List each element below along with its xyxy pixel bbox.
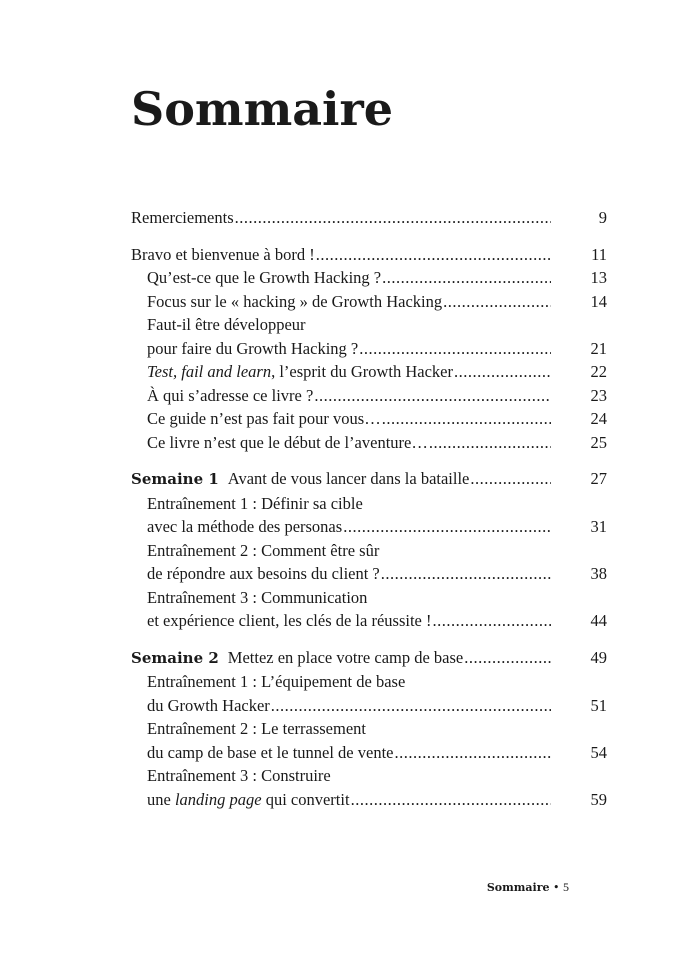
toc-entry-title bbox=[147, 313, 306, 337]
toc-page-number: 14 bbox=[590, 291, 607, 311]
toc-entry-text: pour faire du Growth Hacking ? bbox=[147, 338, 359, 358]
toc-leader-dots bbox=[316, 243, 551, 267]
toc-entry-text: Entraînement 1 : Définir sa cible bbox=[147, 493, 363, 513]
toc-week-label: Semaine 1 bbox=[131, 470, 219, 488]
toc-entry-title bbox=[147, 266, 381, 290]
toc-entry-line bbox=[147, 337, 607, 361]
toc-entry[interactable] bbox=[131, 431, 607, 455]
toc-entry-title bbox=[147, 741, 394, 765]
toc-entry-text: Entraînement 3 : Communication bbox=[147, 587, 368, 607]
toc-entry-text: Test, fail and learn bbox=[147, 362, 272, 381]
toc-entry[interactable] bbox=[131, 646, 607, 671]
page-footer bbox=[487, 880, 569, 895]
toc-leader-dots bbox=[314, 384, 551, 408]
toc-entry-line bbox=[147, 266, 607, 290]
toc-leader-dots bbox=[443, 290, 551, 314]
toc-entry-line bbox=[147, 539, 607, 563]
toc-entry-text: qui convertit bbox=[261, 789, 350, 809]
toc-entry-text: de répondre aux besoins du client ? bbox=[147, 564, 380, 583]
toc-entry-title bbox=[147, 562, 380, 586]
toc-entry-line bbox=[147, 290, 607, 314]
toc-entry-title bbox=[147, 670, 405, 694]
toc-entry-text: Qu’est-ce que le Growth Hacking ? bbox=[147, 268, 382, 287]
toc-leader-dots bbox=[343, 515, 551, 539]
toc-entry-line bbox=[131, 467, 607, 492]
toc-leader-dots bbox=[351, 788, 551, 812]
toc-page-number: 21 bbox=[590, 338, 607, 358]
toc-entry-line bbox=[131, 243, 607, 267]
toc-page-number: 13 bbox=[590, 268, 607, 287]
toc-entry[interactable] bbox=[131, 492, 607, 539]
toc-entry-title bbox=[147, 609, 432, 633]
toc-leader-dots bbox=[381, 562, 551, 586]
toc-leader-dots bbox=[470, 467, 551, 491]
toc-entry[interactable] bbox=[131, 539, 607, 586]
toc-page-number: 9 bbox=[598, 208, 607, 227]
table-of-contents bbox=[131, 206, 607, 811]
toc-entry-title bbox=[147, 764, 331, 788]
toc-entry-text: Entraînement 2 : Le terrassement bbox=[147, 719, 366, 738]
toc-entry[interactable] bbox=[131, 764, 607, 811]
toc-entry-title bbox=[147, 384, 313, 408]
toc-page-number: 27 bbox=[590, 469, 607, 488]
toc-entry[interactable] bbox=[131, 467, 607, 492]
toc-entry-text: Remerciements bbox=[131, 208, 234, 227]
toc-page-number: 11 bbox=[591, 244, 607, 264]
toc-leader-dots bbox=[235, 206, 551, 230]
toc-entry-title bbox=[131, 467, 469, 492]
toc-leader-dots bbox=[382, 407, 551, 431]
toc-leader-dots bbox=[454, 360, 551, 384]
toc-entry[interactable] bbox=[131, 670, 607, 717]
toc-entry-text: avec la méthode des personas bbox=[147, 517, 343, 536]
toc-entry-text: Entraînement 2 : Comment être sûr bbox=[147, 540, 380, 560]
toc-entry[interactable] bbox=[131, 384, 607, 408]
toc-entry-title bbox=[147, 515, 342, 539]
toc-entry-title bbox=[147, 360, 453, 384]
toc-entry-line bbox=[147, 313, 607, 337]
toc-entry-line bbox=[147, 717, 607, 741]
toc-entry-line bbox=[147, 492, 607, 516]
toc-entry-text: Mettez en place votre camp de base bbox=[227, 647, 464, 667]
toc-entry[interactable] bbox=[131, 360, 607, 384]
toc-entry-text: Faut-il être développeur bbox=[147, 315, 306, 334]
toc-entry-line bbox=[147, 384, 607, 408]
toc-entry-text: Entraînement 1 : L’équipement de base bbox=[147, 672, 406, 691]
footer-page-number: 5 bbox=[563, 880, 569, 894]
toc-entry-text: une bbox=[147, 789, 175, 809]
toc-entry-line bbox=[147, 515, 607, 539]
page-title: Sommaire bbox=[131, 82, 394, 136]
toc-entry-title bbox=[147, 694, 270, 718]
toc-entry[interactable] bbox=[131, 243, 607, 267]
toc-leader-dots bbox=[359, 337, 551, 361]
toc-entry-title bbox=[147, 586, 367, 610]
toc-page-number: 22 bbox=[590, 362, 607, 381]
toc-page-number: 25 bbox=[590, 432, 607, 452]
toc-entry-title bbox=[131, 206, 234, 230]
footer-separator: • bbox=[553, 881, 560, 894]
toc-entry[interactable] bbox=[131, 717, 607, 764]
toc-entry-line bbox=[147, 694, 607, 718]
toc-entry-title bbox=[131, 646, 463, 671]
toc-entry-title bbox=[147, 407, 381, 431]
toc-page-number: 44 bbox=[590, 611, 607, 630]
toc-entry[interactable] bbox=[131, 313, 607, 360]
toc-entry-title bbox=[147, 539, 379, 563]
toc-week-label: Semaine 2 bbox=[131, 648, 219, 667]
toc-leader-dots bbox=[382, 266, 551, 290]
toc-page-number: 24 bbox=[590, 409, 607, 428]
toc-entry-text: Entraînement 3 : Construire bbox=[147, 766, 331, 785]
toc-entry-line bbox=[147, 788, 607, 812]
toc-page-number: 49 bbox=[590, 647, 607, 667]
toc-entry-line bbox=[147, 562, 607, 586]
toc-entry-line bbox=[147, 407, 607, 431]
toc-entry-text: , l’esprit du Growth Hacker bbox=[271, 362, 453, 381]
toc-page-number: 31 bbox=[590, 517, 607, 536]
toc-leader-dots bbox=[433, 609, 552, 633]
toc-entry-text: landing page bbox=[174, 789, 262, 809]
toc-entry-text: du Growth Hacker bbox=[147, 695, 270, 715]
toc-entry-text: Focus sur le « hacking » de Growth Hacking bbox=[147, 291, 443, 311]
toc-entry-line bbox=[147, 764, 607, 788]
toc-entry-line bbox=[131, 646, 607, 671]
toc-entry-text: Ce livre n’est que le début de l’aventure… bbox=[147, 432, 428, 452]
toc-entry-title bbox=[147, 337, 358, 361]
toc-leader-dots bbox=[395, 741, 552, 765]
toc-page-number: 38 bbox=[590, 564, 607, 583]
toc-entry[interactable] bbox=[131, 266, 607, 290]
toc-entry-text: Bravo et bienvenue à bord ! bbox=[131, 244, 315, 264]
toc-entry[interactable] bbox=[131, 290, 607, 314]
toc-leader-dots bbox=[464, 646, 551, 670]
toc-entry-text: Ce guide n’est pas fait pour vous… bbox=[147, 409, 381, 428]
toc-entry-text: Avant de vous lancer dans la bataille bbox=[227, 469, 470, 488]
toc-entry[interactable] bbox=[131, 206, 607, 230]
toc-entry-line bbox=[147, 586, 607, 610]
toc-entry-title bbox=[147, 290, 442, 314]
toc-entry-text: et expérience client, les clés de la réussite ! bbox=[147, 611, 432, 630]
toc-entry-title bbox=[131, 243, 315, 267]
toc-entry-line bbox=[147, 360, 607, 384]
toc-entry-line bbox=[147, 431, 607, 455]
toc-entry-text: du camp de base et le tunnel de vente bbox=[147, 742, 394, 762]
toc-page-number: 54 bbox=[590, 742, 607, 762]
toc-entry[interactable] bbox=[131, 407, 607, 431]
toc-page-number: 59 bbox=[590, 789, 607, 809]
toc-entry-line bbox=[147, 741, 607, 765]
toc-entry-title bbox=[147, 492, 363, 516]
toc-entry-title bbox=[147, 717, 366, 741]
toc-page-number: 23 bbox=[590, 385, 607, 405]
toc-leader-dots bbox=[429, 431, 551, 455]
footer-label: Sommaire bbox=[486, 881, 550, 894]
toc-entry-line bbox=[131, 206, 607, 230]
toc-entry[interactable] bbox=[131, 586, 607, 633]
toc-entry-line bbox=[147, 670, 607, 694]
toc-entry-text: À qui s’adresse ce livre ? bbox=[147, 385, 314, 405]
toc-entry-title bbox=[147, 431, 428, 455]
toc-leader-dots bbox=[271, 694, 551, 718]
toc-entry-line bbox=[147, 609, 607, 633]
toc-page-number: 51 bbox=[590, 695, 607, 715]
toc-entry-title bbox=[147, 788, 350, 812]
